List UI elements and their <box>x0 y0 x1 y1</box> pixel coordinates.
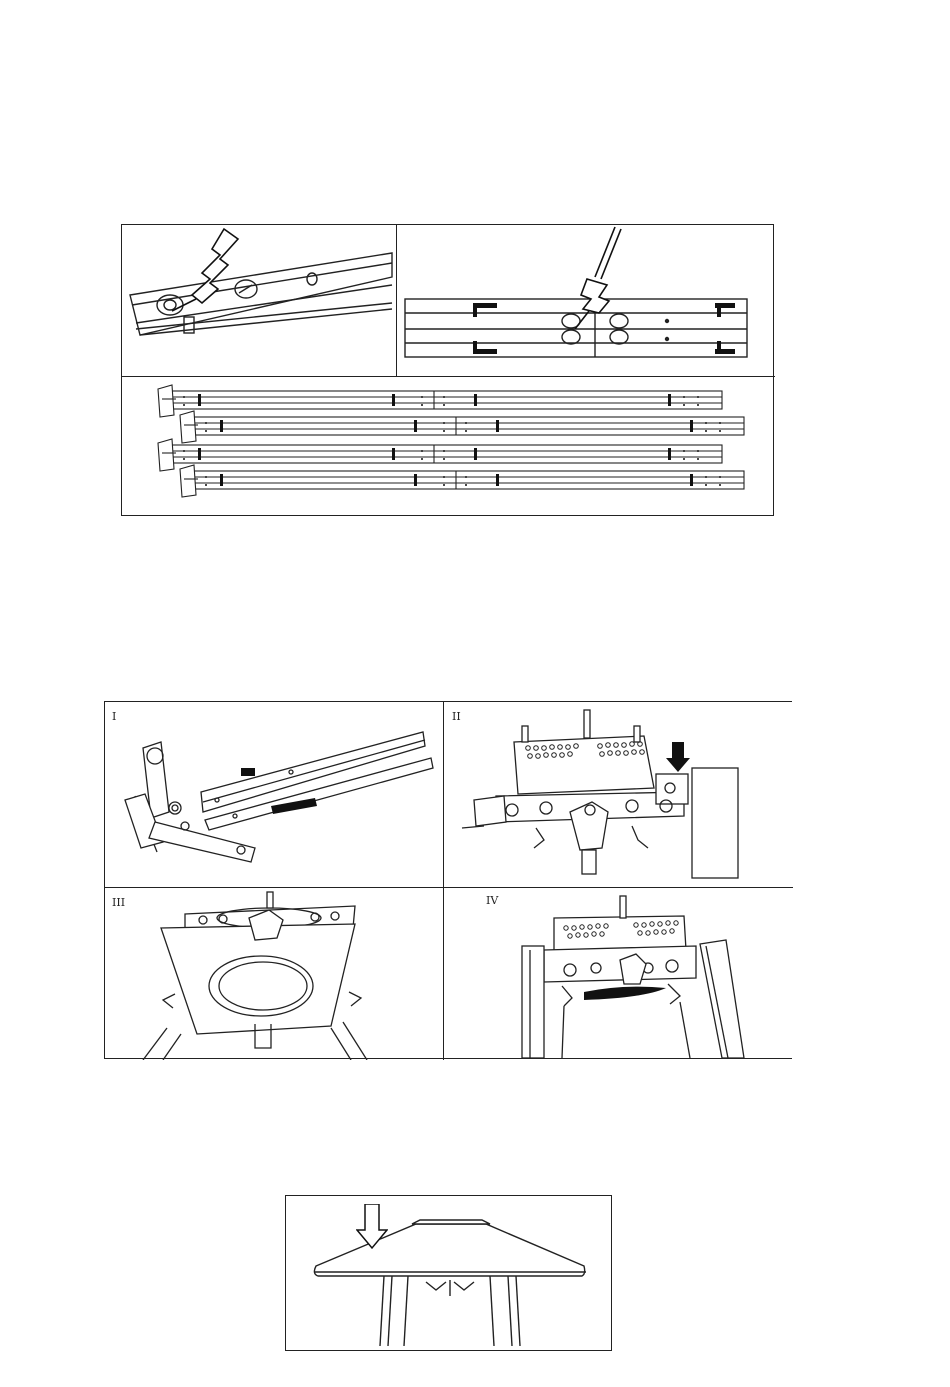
burner-head-drawing <box>444 702 793 888</box>
screwdriver-icon <box>166 225 246 315</box>
four-rails-drawing <box>122 377 775 517</box>
screwdriver-icon <box>559 225 629 335</box>
step-label: III <box>112 896 126 909</box>
figure-reflector-install <box>285 1195 612 1351</box>
step-label: IV <box>486 894 499 907</box>
down-arrow-icon <box>356 1204 388 1250</box>
rail-end-detail <box>122 225 397 377</box>
step-label: I <box>112 710 117 723</box>
step-iv-panel <box>444 888 793 1060</box>
four-rails-detail <box>122 377 775 517</box>
rail-end-drawing <box>122 225 397 377</box>
step-i-panel <box>105 702 444 888</box>
figure-rail-assembly <box>121 224 774 516</box>
reflector-drawing <box>286 1196 613 1352</box>
rail-splice-detail <box>397 225 775 377</box>
bracket-rail-drawing <box>105 702 444 888</box>
step-label: II <box>452 710 461 723</box>
step-iii-panel <box>105 888 444 1060</box>
burner-mounted-drawing <box>444 888 793 1060</box>
figure-burner-assembly <box>104 701 792 1059</box>
down-arrow-icon <box>666 742 690 772</box>
burner-underside-drawing <box>105 888 444 1060</box>
step-ii-panel <box>444 702 793 888</box>
